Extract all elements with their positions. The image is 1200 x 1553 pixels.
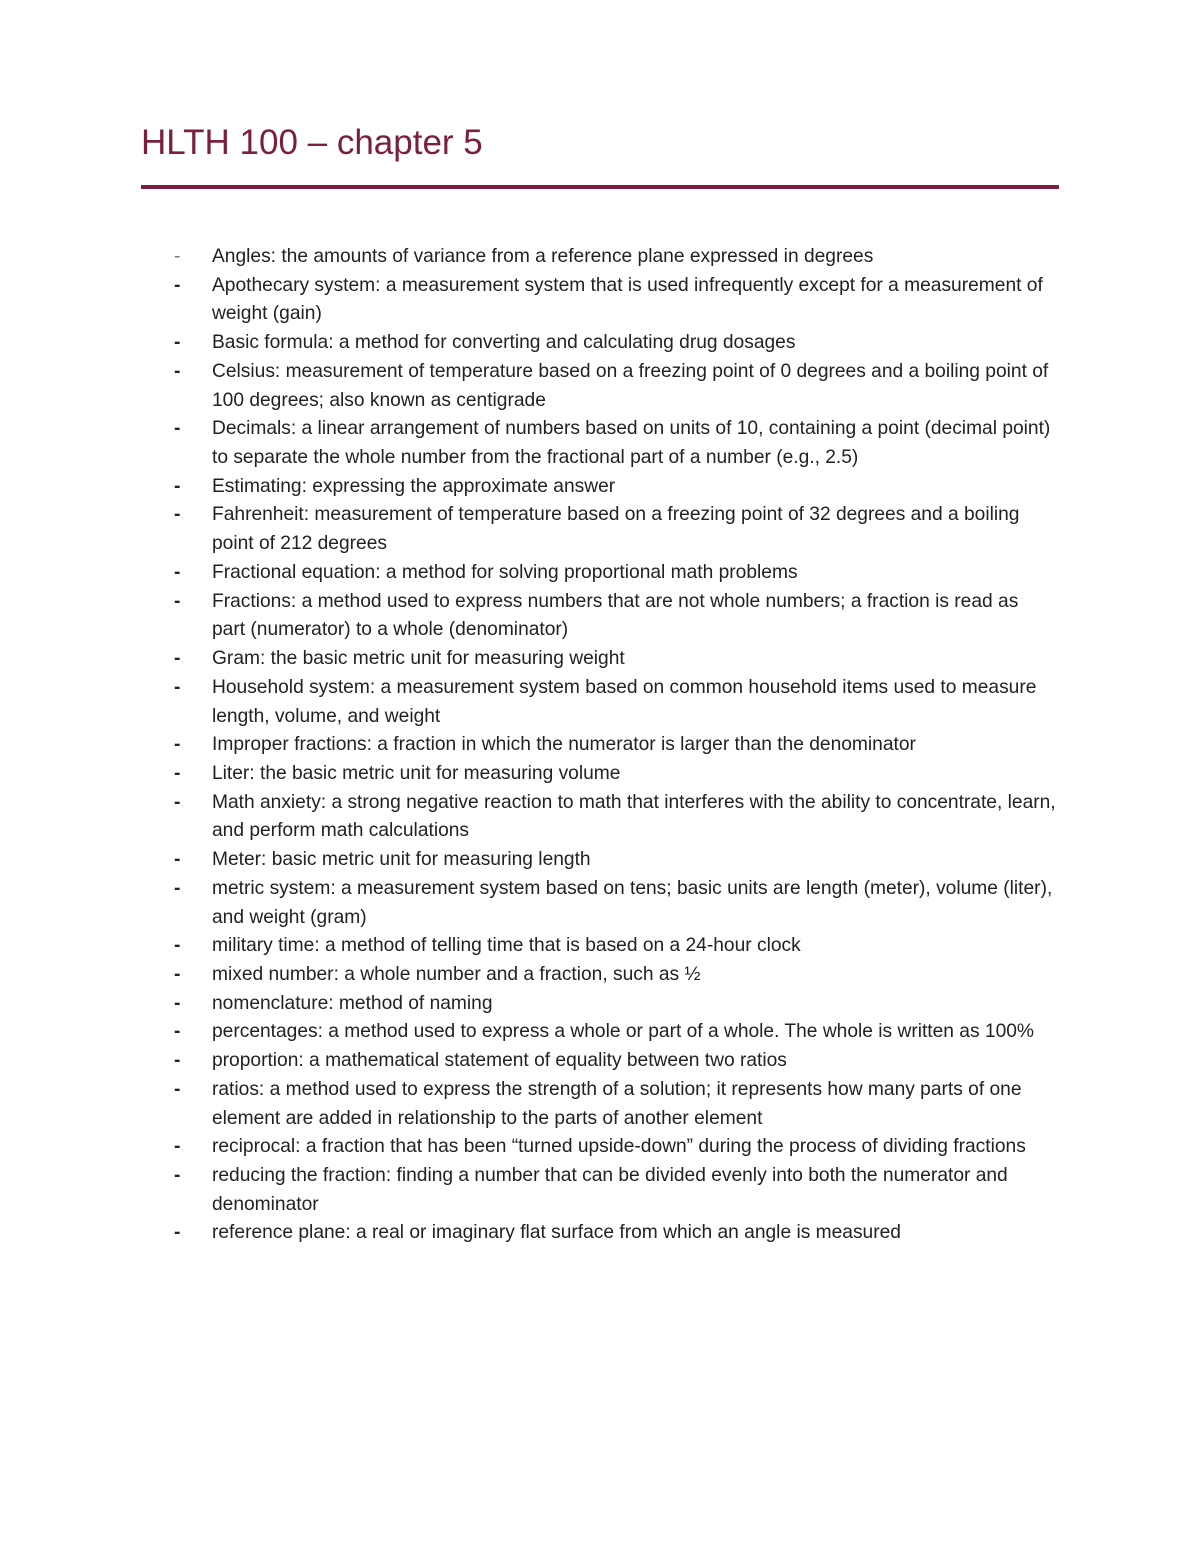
bullet-dash: - xyxy=(174,992,181,1014)
bullet-dash: - xyxy=(174,935,181,957)
bullet-dash: - xyxy=(174,274,181,296)
glossary-item xyxy=(141,329,1056,358)
glossary-item-text: ratios: a method used to express the strength of a solution; it represents how many parts of one element are added in relationship to the parts of another element xyxy=(212,1078,1022,1129)
bullet-dash: - xyxy=(174,963,181,985)
glossary-item xyxy=(141,1047,1056,1076)
glossary-item-text: military time: a method of telling time that is based on a 24-hour clock xyxy=(212,935,801,957)
glossary-item xyxy=(141,1219,1056,1248)
glossary-item xyxy=(141,415,1056,472)
page-title: HLTH 100 – chapter 5 xyxy=(141,123,483,162)
bullet-dash: - xyxy=(174,246,181,267)
bullet-dash: - xyxy=(174,504,181,526)
glossary-item-text: Fractions: a method used to express numbers that are not whole numbers; a fraction is read as part (numerator) to a whole (denominator) xyxy=(212,590,1019,641)
glossary-item xyxy=(141,1162,1056,1219)
bullet-dash: - xyxy=(174,849,181,871)
glossary-item xyxy=(141,875,1056,932)
glossary-item-text: Gram: the basic metric unit for measuring weight xyxy=(212,648,625,670)
glossary-item-text: Celsius: measurement of temperature based on a freezing point of 0 degrees and a boiling point of 100 degrees; also known as centigrade xyxy=(212,360,1049,411)
bullet-dash: - xyxy=(174,418,181,440)
glossary-item xyxy=(141,961,1056,990)
glossary-item xyxy=(141,272,1056,329)
glossary-item xyxy=(141,674,1056,731)
glossary-item-text: Estimating: expressing the approximate answer xyxy=(212,475,616,497)
glossary-item xyxy=(141,789,1056,846)
glossary-item-text: Angles: the amounts of variance from a reference plane expressed in degrees xyxy=(212,246,874,267)
glossary-item-text: Fahrenheit: measurement of temperature based on a freezing point of 32 degrees and a boiling point of 212 degrees xyxy=(212,504,1020,555)
glossary-item-text: nomenclature: method of naming xyxy=(212,992,493,1014)
glossary-item-text: Household system: a measurement system based on common household items used to measure length, volume, and weight xyxy=(212,676,1037,727)
bullet-dash: - xyxy=(174,561,181,583)
bullet-dash: - xyxy=(174,360,181,382)
bullet-dash: - xyxy=(174,676,181,698)
glossary-item xyxy=(141,588,1056,645)
bullet-dash: - xyxy=(174,1078,181,1100)
bullet-dash: - xyxy=(174,1222,181,1244)
glossary-item-text: mixed number: a whole number and a fraction, such as ½ xyxy=(212,963,701,985)
glossary-item xyxy=(141,358,1056,415)
glossary-item-text: Math anxiety: a strong negative reaction to math that interferes with the ability to concentrate, learn, and perform math calculations xyxy=(212,791,1056,842)
glossary-item-text: Liter: the basic metric unit for measuring volume xyxy=(212,762,621,784)
bullet-dash: - xyxy=(174,648,181,670)
glossary-item xyxy=(141,1018,1056,1047)
glossary-item-text: reducing the fraction: finding a number that can be divided evenly into both the numerator and denominator xyxy=(212,1165,1008,1215)
glossary-item xyxy=(141,559,1056,588)
glossary-item-text: reciprocal: a fraction that has been “turned upside-down” during the process of dividing fractions xyxy=(212,1136,1026,1158)
glossary-item xyxy=(141,243,1056,272)
glossary-list xyxy=(141,243,1056,1248)
glossary-item xyxy=(141,846,1056,875)
bullet-dash: - xyxy=(174,734,181,756)
glossary-item xyxy=(141,990,1056,1019)
glossary-item-text: Basic formula: a method for converting and calculating drug dosages xyxy=(212,332,796,354)
glossary-item xyxy=(141,501,1056,558)
glossary-item-text: percentages: a method used to express a whole or part of a whole. The whole is written as 100% xyxy=(212,1021,1034,1043)
title-divider xyxy=(141,185,1059,189)
glossary-item-text: proportion: a mathematical statement of equality between two ratios xyxy=(212,1050,787,1072)
bullet-dash: - xyxy=(174,762,181,784)
glossary-item-text: metric system: a measurement system based on tens; basic units are length (meter), volume (liter), and weight (gram) xyxy=(212,877,1053,928)
bullet-dash: - xyxy=(174,877,181,899)
glossary-item-text: Apothecary system: a measurement system that is used infrequently except for a measurement of weight (gain) xyxy=(212,274,1043,325)
bullet-dash: - xyxy=(174,590,181,612)
glossary-item-text: reference plane: a real or imaginary flat surface from which an angle is measured xyxy=(212,1222,901,1244)
glossary-item xyxy=(141,473,1056,502)
bullet-dash: - xyxy=(174,1136,181,1158)
bullet-dash: - xyxy=(174,332,181,354)
glossary-item-text: Improper fractions: a fraction in which the numerator is larger than the denominator xyxy=(212,734,916,756)
glossary-item xyxy=(141,932,1056,961)
glossary-item xyxy=(141,645,1056,674)
glossary-item-text: Fractional equation: a method for solving proportional math problems xyxy=(212,561,798,583)
bullet-dash: - xyxy=(174,1050,181,1072)
bullet-dash: - xyxy=(174,475,181,497)
bullet-dash: - xyxy=(174,1165,181,1186)
glossary-item xyxy=(141,1076,1056,1133)
bullet-dash: - xyxy=(174,791,181,813)
glossary-item xyxy=(141,731,1056,760)
bullet-dash: - xyxy=(174,1021,181,1043)
glossary-item xyxy=(141,1133,1056,1162)
glossary-item-text: Decimals: a linear arrangement of numbers based on units of 10, containing a point (decimal point) to separate the whole number from the fractional part of a number (e.g., 2.5) xyxy=(212,418,1051,469)
glossary-item-text: Meter: basic metric unit for measuring length xyxy=(212,849,591,871)
glossary-item xyxy=(141,760,1056,789)
